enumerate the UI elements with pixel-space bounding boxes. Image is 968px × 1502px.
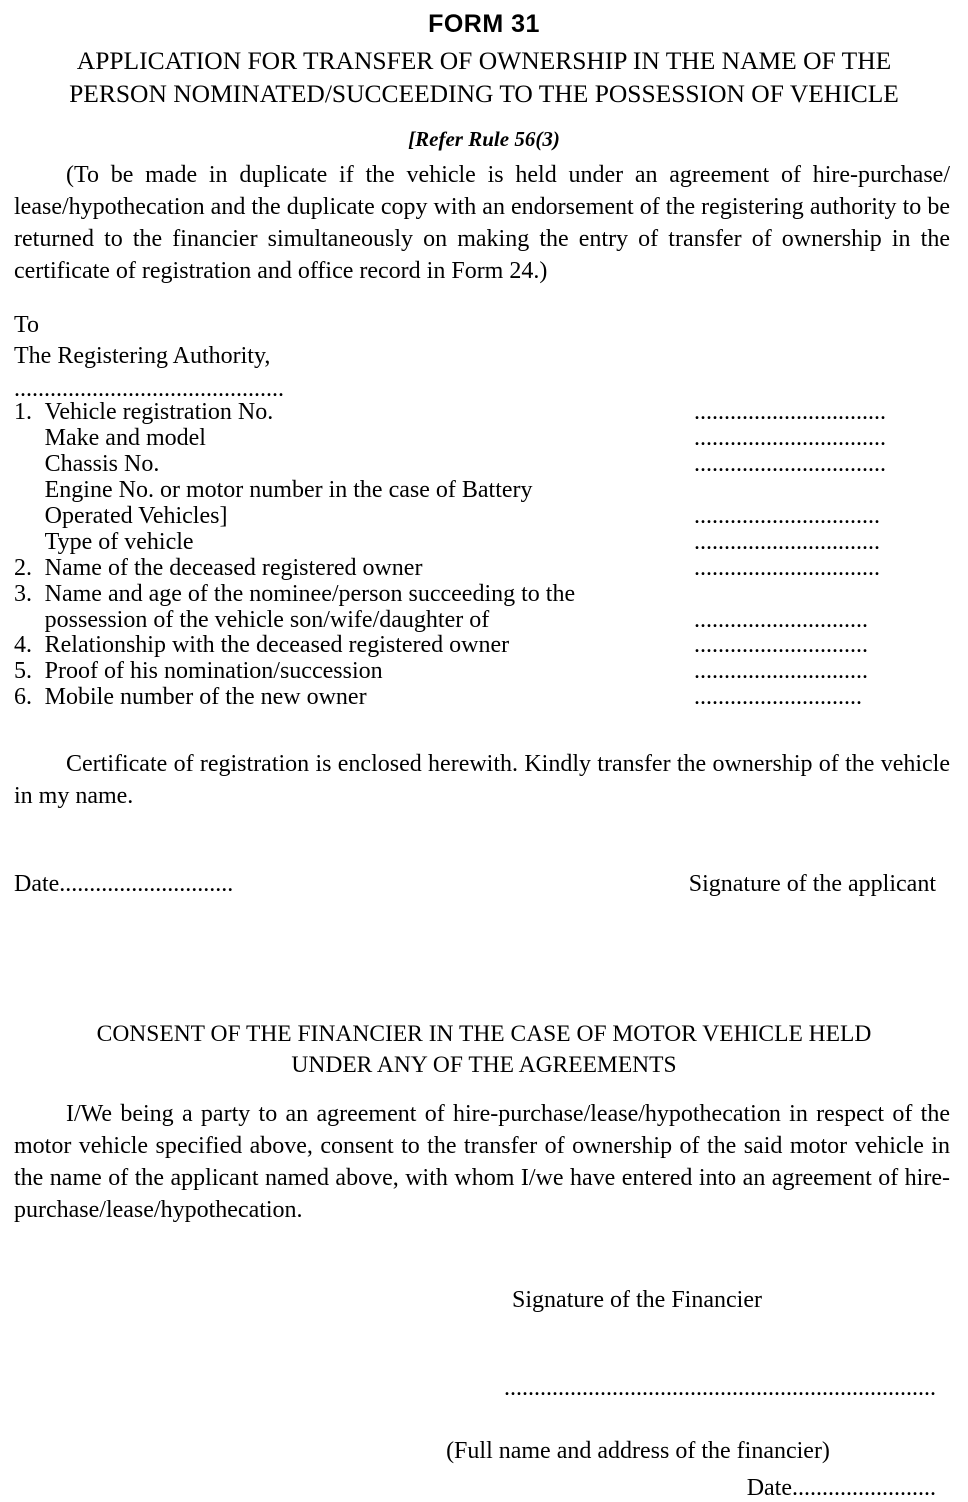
document-title-line-2: PERSON NOMINATED/SUCCEEDING TO THE POSSESSION OF VEHICLE: [69, 78, 899, 108]
rule-reference: [Refer Rule 56(3): [408, 127, 560, 152]
item-dots: .............................: [694, 607, 869, 632]
vehicle-details-body: [0, 400, 968, 711]
item-blank-field: [694, 582, 968, 608]
table-row: [0, 426, 968, 452]
item-blank-field[interactable]: [694, 400, 968, 426]
table-row: [0, 504, 968, 530]
item-number: 5.: [14, 658, 32, 685]
table-row: [0, 452, 968, 478]
item-blank-field[interactable]: [694, 608, 968, 634]
financier-signature-dots: ........................................................................: [504, 1375, 936, 1400]
financier-signature-blank[interactable]: [504, 1375, 936, 1400]
item-number: 1.: [14, 399, 32, 426]
item-label: Engine No. or motor number in the case of Battery: [44, 476, 533, 503]
financier-date-field[interactable]: Date........................: [746, 1474, 936, 1501]
item-label: Vehicle registration No.: [44, 399, 274, 426]
item-dots: ................................: [694, 400, 887, 425]
item-label: Type of vehicle: [44, 528, 194, 555]
item-dots: ................................: [694, 426, 887, 451]
form-page: [0, 10, 968, 1501]
item-blank-field[interactable]: [694, 685, 968, 711]
table-row: [0, 530, 968, 556]
item-dots: .............................: [694, 633, 869, 658]
item-blank-field[interactable]: [694, 530, 968, 556]
vehicle-details-table: [0, 400, 968, 711]
addressee-block: [14, 310, 968, 372]
item-number: 3.: [14, 580, 32, 607]
item-blank-field[interactable]: [694, 633, 968, 659]
item-label: Make and model: [44, 425, 206, 452]
consent-heading: [40, 1019, 928, 1081]
table-row: [0, 478, 968, 504]
intro-paragraph: (To be made in duplicate if the vehicle is held under an agreement of hire-purchase/ lease/hypothecation and the duplicate copy with an endorsement of the registering authority to be returned to the financier simultaneously on making the entry of transfer of ownership in the certificate of registration and office record in Form 24.): [14, 162, 950, 284]
item-number: [0, 452, 45, 478]
closing-paragraph: Certificate of registration is enclosed herewith. Kindly transfer the ownership of the vehicle in my name.: [14, 751, 950, 810]
item-label: Mobile number of the new owner: [44, 684, 367, 711]
table-row: [0, 608, 968, 634]
item-number: [0, 426, 45, 452]
financier-signature-label: Signature of the Financier: [512, 1286, 762, 1313]
item-label: Chassis No.: [44, 451, 160, 478]
item-number: [0, 478, 45, 504]
item-number: 2.: [14, 554, 32, 581]
item-label: Proof of his nomination/succession: [44, 658, 383, 685]
table-row: [0, 685, 968, 711]
financier-full-name-label: (Full name and address of the financier): [446, 1437, 830, 1464]
item-blank-field: [694, 478, 968, 504]
item-number: 4.: [14, 632, 32, 659]
item-dots: ............................: [694, 685, 863, 710]
form-number-heading: FORM 31: [428, 10, 540, 38]
item-label: Name and age of the nominee/person succeeding to the: [44, 580, 576, 607]
applicant-signature-row: [0, 871, 968, 911]
registering-authority-dots: .............................................: [14, 377, 284, 402]
item-blank-field[interactable]: [694, 426, 968, 452]
table-row: [0, 556, 968, 582]
item-label: Name of the deceased registered owner: [44, 554, 423, 581]
table-row: [0, 400, 968, 426]
consent-heading-line-1: CONSENT OF THE FINANCIER IN THE CASE OF MOTOR VEHICLE HELD: [96, 1020, 872, 1047]
applicant-signature-label: Signature of the applicant: [688, 870, 936, 897]
item-dots: ...............................: [694, 555, 881, 580]
registering-authority-label: The Registering Authority,: [14, 343, 271, 370]
item-blank-field[interactable]: [694, 659, 968, 685]
table-row: [0, 659, 968, 685]
item-blank-field[interactable]: [694, 556, 968, 582]
item-number: [0, 530, 45, 556]
table-row: [0, 582, 968, 608]
item-blank-field[interactable]: [694, 504, 968, 530]
document-title-line-1: APPLICATION FOR TRANSFER OF OWNERSHIP IN THE NAME OF THE: [76, 46, 892, 75]
registering-authority-blank[interactable]: [14, 377, 304, 402]
item-dots: ................................: [694, 452, 887, 477]
consent-paragraph: I/We being a party to an agreement of hire-purchase/lease/hypothecation in respect of the motor vehicle specified above, consent to the transfer of ownership of the said motor vehicle in the name of the applicant named above, with whom I/we have entered into an agreement of hire-purchase/lease/hypothecation.: [14, 1100, 950, 1223]
table-row: [0, 633, 968, 659]
item-number: [0, 504, 45, 530]
item-number: [0, 608, 45, 634]
applicant-date-field[interactable]: Date.............................: [14, 870, 234, 897]
to-label: To: [14, 311, 39, 338]
consent-heading-line-2: UNDER ANY OF THE AGREEMENTS: [291, 1051, 677, 1078]
item-dots: ...............................: [694, 529, 881, 554]
item-label: Relationship with the deceased registered owner: [44, 632, 510, 659]
item-number: 6.: [14, 684, 32, 711]
item-dots: .............................: [694, 659, 869, 684]
item-dots: ...............................: [694, 503, 881, 528]
item-label: possession of the vehicle son/wife/daughter of: [44, 606, 490, 633]
document-title: [14, 45, 954, 110]
item-blank-field[interactable]: [694, 452, 968, 478]
item-label: Operated Vehicles]: [44, 502, 228, 529]
